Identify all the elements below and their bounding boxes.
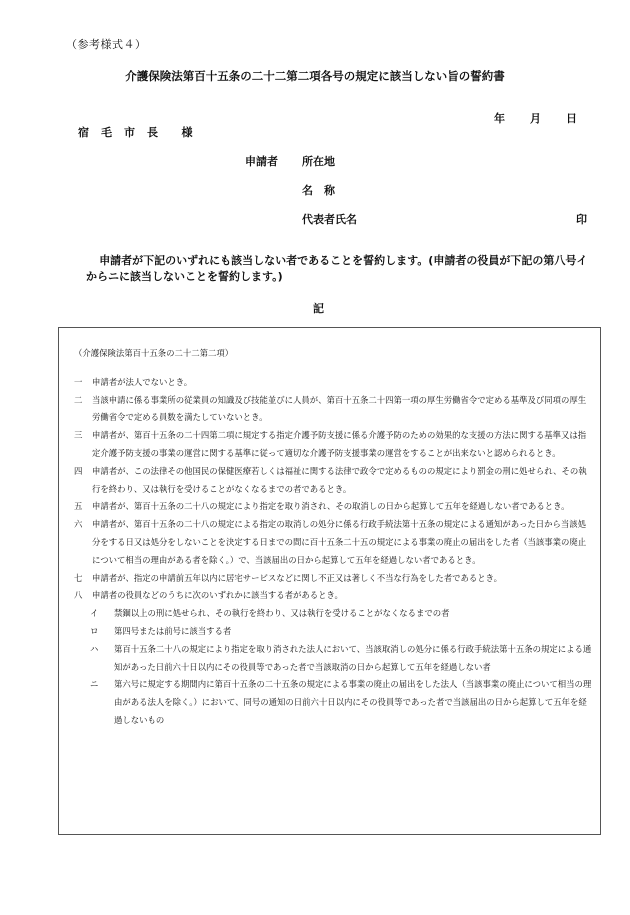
date-year-label: 年 (494, 112, 505, 125)
sub-item-letter: ハ (90, 643, 99, 654)
sub-item (74, 676, 592, 729)
list-item (74, 587, 592, 605)
item-text: 申請者が法人でないとき。 (92, 376, 193, 387)
sub-item-text: 第四号または前号に該当する者 (114, 625, 232, 636)
list-item (74, 570, 592, 588)
item-text: 申請者が、第百十五条の二十八の規定による指定の取消しの処分に係る行政手続法第十五条の規定による通知があった日から当該処分をする日又は処分をしないことを決定する日までの間に百十五条二十五の規定による事業の廃止の届出をした者（当該事業の廃止について相当の理由がある者を除く。）で、当該届出の日から起算して五年を経過しない者であるとき。 (92, 519, 587, 565)
sub-item-letter: ロ (90, 625, 99, 636)
item-number: 七 (74, 572, 83, 583)
address-label: 所在地 (302, 155, 335, 168)
box-heading: （介護保険法第百十五条の二十二第二項） (74, 348, 234, 358)
date-month-label: 月 (530, 112, 541, 125)
pledge-statement: 申請者が下記のいずれにも該当しない者であることを誓約します。(申請者の役員が下記の第八号イからニに該当しないことを誓約します。) (86, 254, 588, 283)
item-number: 八 (74, 590, 83, 601)
form-label: （参考様式４） (66, 38, 147, 51)
item-number: 一 (74, 376, 83, 387)
sub-item-letter: ニ (90, 679, 99, 690)
sub-item (74, 641, 592, 677)
item-number: 六 (74, 519, 83, 530)
item-text: 申請者が、第百十五条の二十八の規定により指定を取り消され、その取消しの日から起算して五年を経過しない者であるとき。 (92, 501, 570, 512)
list-item (74, 498, 592, 516)
item-number: 二 (74, 394, 83, 405)
sub-item-text: 第百十五条二十八の規定により指定を取り消された法人において、当該取消しの処分に係る行政手続法第十五条の規定による通知があった日前六十日以内にその役員等であった者で当該取消の日から起算して五年を経過しない者 (114, 643, 592, 672)
sub-item (74, 605, 592, 623)
ki-heading: 記 (313, 302, 324, 315)
item-number: 五 (74, 501, 83, 512)
name-label: 名 称 (302, 184, 335, 197)
list-item (74, 463, 592, 499)
date-day-label: 日 (566, 112, 577, 125)
sub-item-text: 禁錮以上の刑に処せられ、その執行を終わり、又は執行を受けることがなくなるまでの者 (114, 608, 450, 619)
list-item (74, 516, 592, 569)
addressee: 宿 毛 市 長 様 (78, 126, 193, 139)
list-item (74, 427, 592, 463)
list-item (74, 374, 592, 392)
item-text: 申請者の役員などのうちに次のいずれかに該当する者があるとき。 (92, 590, 343, 601)
seal-mark: 印 (576, 213, 587, 226)
list-item (74, 392, 592, 428)
applicant-label: 申請者 (245, 155, 278, 168)
conditions-box (58, 327, 601, 835)
document-title: 介護保険法第百十五条の二十二第二項各号の規定に該当しない旨の誓約書 (125, 69, 505, 83)
conditions-content (74, 345, 592, 730)
item-text: 申請者が、この法律その他国民の保健医療若しくは福祉に関する法律で政令で定めるものの規定により罰金の刑に処せられ、その執行を終わり、又は執行を受けることがなくなるまでの者であるとき。 (92, 465, 587, 494)
item-number: 三 (74, 430, 83, 441)
sub-item (74, 623, 592, 641)
representative-label: 代表者氏名 (302, 213, 357, 226)
item-text: 申請者が、第百十五条の二十四第二項に規定する指定介護予防支援に係る介護予防のための効果的な支援の方法に関する基準又は指定介護予防支援の事業の運営に関する基準に従って適切な介護予防支援事業の運営をすることが出来ないと認められるとき。 (92, 430, 587, 458)
item-text: 申請者が、指定の申請前五年以内に居宅サービスなどに関し不正又は著しく不当な行為をした者であるとき。 (92, 572, 503, 583)
item-number: 四 (74, 465, 83, 476)
item-text: 当該申請に係る事業所の従業員の知識及び技能並びに人員が、第百十五条二十四第一項の厚生労働省令で定める基準及び同項の厚生労働省令で定める員数を満たしていないとき。 (92, 394, 587, 423)
sub-item-text: 第六号に規定する期間内に第百十五条の二十五条の規定による事業の廃止の届出をした法人（当該事業の廃止について相当の理由がある法人を除く。）において、同号の通知の日前六十日以内にその役員等であった者で当該届出の日から起算して五年を経過しないもの (114, 679, 592, 725)
sub-item-letter: イ (90, 608, 99, 619)
